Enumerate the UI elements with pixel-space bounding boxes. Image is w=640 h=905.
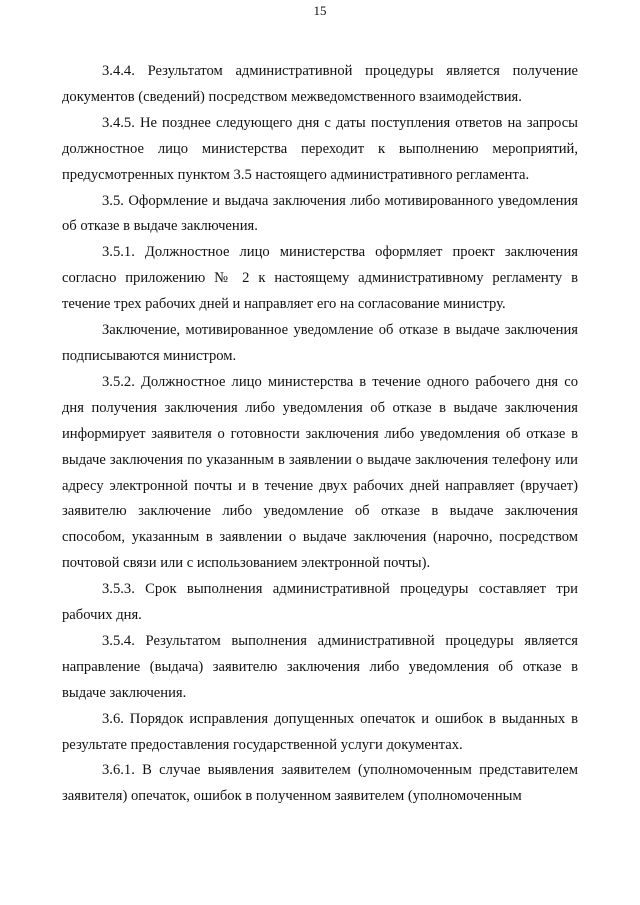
paragraph-3-5-1: 3.5.1. Должностное лицо министерства оформляет проект заключения согласно приложению № 2 к настоящему административному регламенту в течение трех рабочих дней и направляет его на согласование министру. [62, 244, 578, 313]
page-number: 15 [313, 3, 327, 18]
paragraph-3-6: 3.6. Порядок исправления допущенных опечаток и ошибок в выданных в результате предоставления государственной услуги документах. [62, 710, 578, 753]
paragraph-3-5-4: 3.5.4. Результатом выполнения административной процедуры является направление (выдача) заявителю заключения либо уведомления об отказе в выдаче заключения. [62, 632, 578, 701]
paragraph-3-4-4: 3.4.4. Результатом административной процедуры является получение документов (сведений) посредством межведомственного взаимодействия. [62, 63, 578, 105]
document-body [62, 59, 578, 810]
paragraph-3-5: 3.5. Оформление и выдача заключения либо мотивированного уведомления об отказе в выдаче заключения. [62, 192, 578, 235]
paragraph-3-6-1: 3.6.1. В случае выявления заявителем (уполномоченным представителем заявителя) опечаток, ошибок в полученном заявителем (уполномоченным [62, 762, 578, 805]
paragraph-3-4-5: 3.4.5. Не позднее следующего дня с даты поступления ответов на запросы должностное лицо министерства переходит к выполнению мероприятий, предусмотренных пунктом 3.5 настоящего административного регламента. [62, 114, 578, 183]
paragraph-3-5-2: 3.5.2. Должностное лицо министерства в течение одного рабочего дня со дня получения заключения либо уведомления об отказе в выдаче заключения информирует заявителя о готовности заключения либо уведомления об отказе в выдаче заключения по указанным в заявлении о выдаче заключения телефону или адресу электронной почты и в течение двух рабочих дней направляет (вручает) заявителю заключение либо уведомление об отказе в выдаче заключения способом, указанным в заявлении о выдаче заключения (нарочно, посредством почтовой связи или с использованием электронной почты). [62, 373, 578, 572]
paragraph-3-5-3: 3.5.3. Срок выполнения административной процедуры составляет три рабочих дня. [62, 581, 578, 624]
paragraph-signing: Заключение, мотивированное уведомление об отказе в выдаче заключения подписываются министром. [62, 322, 578, 364]
